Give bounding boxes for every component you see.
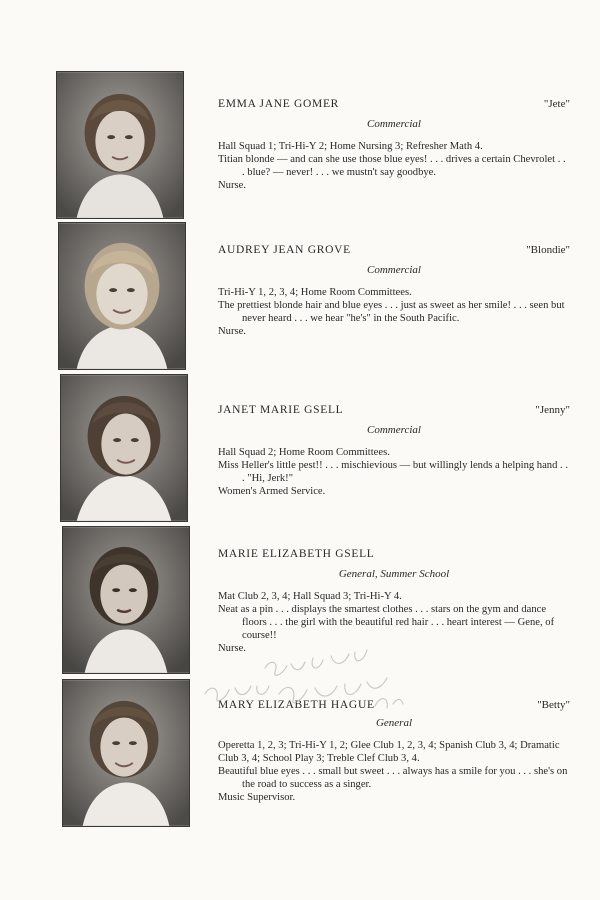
student-activities: Hall Squad 2; Home Room Committees.: [218, 447, 390, 458]
student-course: Commercial: [367, 118, 421, 130]
student-name: JANET MARIE GSELL: [218, 404, 344, 416]
student-nickname: "Blondie": [526, 244, 570, 256]
student-course: General, Summer School: [338, 568, 450, 580]
entry-gomer: [218, 98, 570, 192]
student-activities: Hall Squad 1; Tri-Hi-Y 2; Home Nursing 3; Refresher Math 4.: [218, 141, 483, 152]
portrait-photo-marie-gsell: [62, 526, 190, 674]
student-course: General: [375, 717, 413, 729]
student-activities: Operetta 1, 2, 3; Tri-Hi-Y 1, 2; Glee Club 1, 2, 3, 4; Spanish Club 3, 4; Dramatic Club 3, 4; School Play 3; Treble Clef Club 3, 4.: [218, 740, 560, 764]
student-nickname: "Jenny": [535, 404, 570, 416]
entry-janet-gsell: [218, 404, 570, 498]
student-career: Nurse.: [218, 326, 246, 337]
student-career: Nurse.: [218, 180, 246, 191]
student-name: EMMA JANE GOMER: [218, 98, 340, 110]
student-career: Nurse.: [218, 643, 246, 654]
portrait-photo-janet-gsell: [60, 374, 188, 522]
student-activities: Mat Club 2, 3, 4; Hall Squad 3; Tri-Hi-Y 4.: [218, 591, 402, 602]
portrait-photo-gomer: [56, 71, 184, 219]
portrait-photo-hague: [62, 679, 190, 827]
student-name: AUDREY JEAN GROVE: [218, 244, 351, 256]
student-description: Beautiful blue eyes . . . small but sweet . . . always has a smile for you . . . she's on the road to success as a singer.: [218, 766, 568, 790]
entry-marie-gsell: [218, 548, 570, 655]
entry-hague: [218, 699, 570, 804]
entry-grove: [218, 244, 570, 338]
student-description: The prettiest blonde hair and blue eyes . . . just as sweet as her smile! . . . seen but never heard . . . we hear "he's" in the South Pacific.: [218, 300, 565, 324]
student-name: MARIE ELIZABETH GSELL: [218, 548, 375, 560]
student-description: Neat as a pin . . . displays the smartest clothes . . . stars on the gym and dance floors . . . the girl with the beautiful red hair . . . heart interest — Gene, of course!!: [218, 604, 555, 641]
student-nickname: "Betty": [537, 699, 570, 711]
student-activities: Tri-Hi-Y 1, 2, 3, 4; Home Room Committees.: [218, 287, 412, 298]
portrait-photo-grove: [58, 222, 186, 370]
student-nickname: "Jete": [543, 98, 570, 110]
student-career: Women's Armed Service.: [218, 486, 326, 497]
student-name: MARY ELIZABETH HAGUE: [218, 699, 375, 711]
student-course: Commercial: [367, 264, 421, 276]
student-description: Titian blonde — and can she use those blue eyes! . . . drives a certain Chevrolet . . . blue? — never! . . . we mustn't say goodbye.: [218, 154, 566, 178]
student-course: Commercial: [367, 424, 421, 436]
student-career: Music Supervisor.: [218, 792, 296, 803]
student-description: Miss Heller's little pest!! . . . mischievious — but willingly lends a helping hand . . . "Hi, Jerk!": [218, 460, 568, 484]
